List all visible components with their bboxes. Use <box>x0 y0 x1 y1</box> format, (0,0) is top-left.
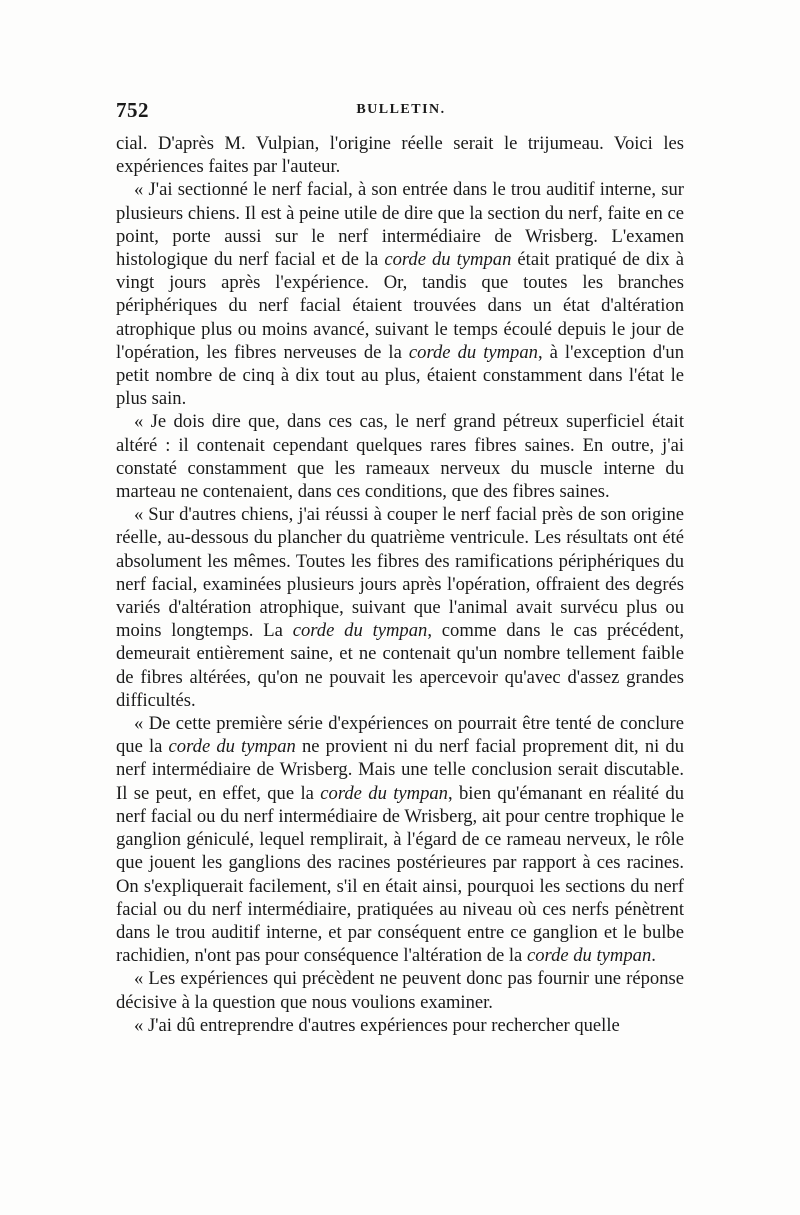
running-head: BULLETIN. <box>356 102 446 117</box>
text-run: , bien qu'émanant en réalité du nerf facial ou du nerf intermédiaire de Wrisberg, ait pour centre trophique le ganglion géniculé, lequel remplirait, à l'égard de ce rameau nerveux, le rôle que jouent les ganglions des racines postérieures par rapport à ces racines. On s'expliquerait facilement, s'il en était ainsi, pourquoi les sections du nerf facial ou du nerf intermédiaire, pratiquées au niveau où ces nerfs pénètrent dans le trou auditif interne, et par conséquent entre ce ganglion et le bulbe rachidien, n'ont pas pour conséquence l'altération de la <box>116 782 684 967</box>
italic-term: corde du tympan <box>292 620 428 642</box>
text-run: « Les expériences qui précèdent ne peuvent donc pas fournir une réponse décisive à la question que nous voulions examiner. <box>116 968 684 1013</box>
text-run: , comme dans le cas précédent, demeurait entièrement saine, et ne contenait qu'un nombre tellement faible de fibres altérées, qu'on ne pouvait les apercevoir qu'avec d'assez grandes difficultés. <box>116 620 684 711</box>
text-run: ne provient ni du nerf facial proprement dit, ni du nerf intermédiaire de Wrisberg. Mais une telle conclusion serait discutable. Il se peut, en effet, que la <box>116 736 685 804</box>
paragraph <box>116 967 684 1013</box>
page-number: 752 <box>116 98 149 122</box>
text-run: « De cette première série d'expériences on pourrait être tenté de conclure que la <box>116 713 684 758</box>
text-run: était pratiqué de dix à vingt jours après l'expérience. Or, tandis que toutes les branches périphériques du nerf facial étaient trouvées dans un état d'altération atrophique plus ou moins avancé, suivant le temps écoulé depuis le jour de l'opération, les fibres nerveuses de la <box>116 249 685 363</box>
paragraph <box>116 712 684 967</box>
italic-term: corde du tympan <box>320 782 448 804</box>
italic-term: corde du tympan <box>168 736 296 758</box>
paragraph <box>116 132 684 178</box>
text-run: « J'ai dû entreprendre d'autres expériences pour rechercher quelle <box>134 1014 620 1036</box>
text-run: « J'ai sectionné le nerf facial, à son entrée dans le trou auditif interne, sur plusieurs chiens. Il est à peine utile de dire que la section du nerf, faite en ce point, porte aussi sur le nerf intermédiaire de Wrisberg. L'examen histologique du nerf facial et de la <box>116 179 684 271</box>
text-run: , à l'exception d'un petit nombre de cinq à dix tout au plus, étaient constamment dans l'état le plus sain. <box>116 341 685 410</box>
text-run: « Sur d'autres chiens, j'ai réussi à couper le nerf facial près de son origine réelle, au-dessous du plancher du quatrième ventricule. Les résultats ont été absolument les mêmes. Toutes les fibres des ramifications périphériques du nerf facial, examinées plusieurs jours après l'opération, offraient des degrés variés d'altération atrophique, suivant que l'animal avait survécu plus ou moins longtemps. La <box>116 504 684 642</box>
text-run: cial. D'après M. Vulpian, l'origine réelle serait le trijumeau. Voici les expériences faites par l'auteur. <box>116 133 684 178</box>
italic-term: corde du tympan <box>526 945 652 967</box>
text-run: « Je dois dire que, dans ces cas, le nerf grand pétreux superficiel était altéré : il contenait cependant quelques rares fibres saines. En outre, j'ai constaté constamment que les rameaux nerveux du muscle interne du marteau ne contenaient, dans ces conditions, que des fibres saines. <box>116 411 684 503</box>
page-header <box>116 98 686 128</box>
text-run: . <box>651 945 656 967</box>
paragraph <box>116 503 684 712</box>
italic-term: corde du tympan <box>408 341 538 363</box>
paragraph <box>116 1014 684 1037</box>
italic-term: corde du tympan <box>384 249 512 271</box>
body-text <box>116 132 684 1037</box>
paragraph <box>116 178 684 410</box>
paragraph <box>116 410 684 503</box>
